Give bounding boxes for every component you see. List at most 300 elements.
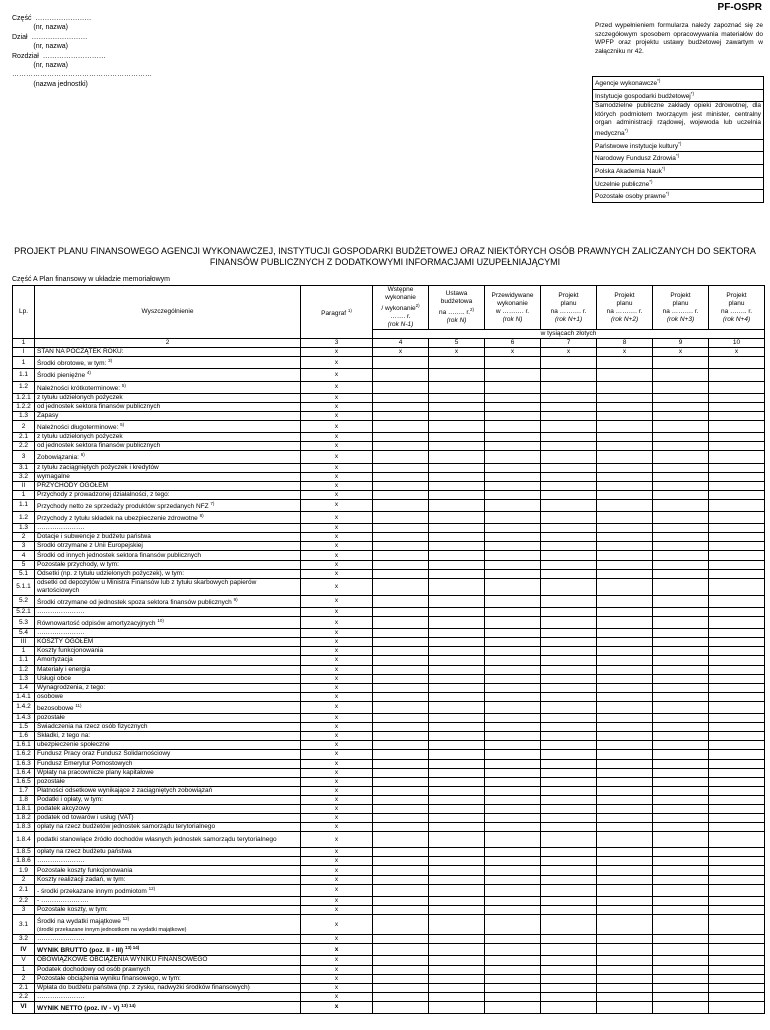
value-cell[interactable] — [373, 884, 429, 896]
value-cell[interactable] — [653, 832, 709, 848]
value-cell[interactable] — [653, 875, 709, 884]
value-cell[interactable] — [373, 750, 429, 759]
value-cell[interactable] — [709, 451, 765, 463]
value-cell[interactable] — [709, 832, 765, 848]
value-cell[interactable] — [429, 866, 485, 875]
value-cell[interactable] — [541, 795, 597, 804]
value-cell[interactable] — [541, 551, 597, 560]
value-cell[interactable] — [485, 915, 541, 935]
value-cell[interactable] — [597, 983, 653, 992]
value-cell[interactable] — [373, 433, 429, 442]
value-cell[interactable] — [429, 905, 485, 914]
value-cell[interactable] — [541, 992, 597, 1001]
value-cell[interactable] — [373, 451, 429, 463]
value-cell[interactable] — [541, 674, 597, 683]
value-cell[interactable] — [709, 956, 765, 965]
value-cell[interactable] — [541, 402, 597, 411]
value-cell[interactable] — [597, 595, 653, 607]
value-cell[interactable] — [653, 814, 709, 823]
value-cell[interactable] — [373, 665, 429, 674]
value-cell[interactable] — [429, 533, 485, 542]
value-cell[interactable] — [373, 935, 429, 944]
value-cell[interactable] — [485, 875, 541, 884]
value-cell[interactable] — [485, 884, 541, 896]
value-cell[interactable] — [485, 463, 541, 472]
value-cell[interactable] — [485, 629, 541, 638]
value-cell[interactable] — [429, 974, 485, 983]
value-cell[interactable] — [709, 551, 765, 560]
value-cell[interactable] — [709, 665, 765, 674]
value-cell[interactable] — [653, 578, 709, 595]
value-cell[interactable] — [373, 542, 429, 551]
value-cell[interactable] — [429, 607, 485, 616]
value-cell[interactable] — [541, 533, 597, 542]
value-cell[interactable] — [541, 759, 597, 768]
value-cell[interactable] — [653, 1001, 709, 1013]
value-cell[interactable] — [541, 463, 597, 472]
value-cell[interactable] — [373, 741, 429, 750]
value-cell[interactable] — [709, 683, 765, 692]
value-cell[interactable] — [709, 723, 765, 732]
value-cell[interactable] — [597, 499, 653, 511]
value-cell[interactable] — [709, 857, 765, 866]
value-cell[interactable] — [653, 560, 709, 569]
value-cell[interactable] — [653, 411, 709, 420]
value-cell[interactable] — [597, 714, 653, 723]
value-cell[interactable] — [429, 569, 485, 578]
value-cell[interactable] — [653, 701, 709, 713]
value-cell[interactable] — [709, 750, 765, 759]
value-cell[interactable] — [373, 956, 429, 965]
value-cell[interactable] — [709, 433, 765, 442]
value-cell[interactable] — [709, 777, 765, 786]
value-cell[interactable] — [485, 768, 541, 777]
value-cell[interactable] — [485, 393, 541, 402]
value-cell[interactable] — [541, 683, 597, 692]
value-cell[interactable] — [597, 974, 653, 983]
value-cell[interactable] — [653, 692, 709, 701]
value-cell[interactable] — [541, 1001, 597, 1013]
value-cell[interactable] — [653, 629, 709, 638]
value-cell[interactable] — [373, 560, 429, 569]
value-cell[interactable] — [429, 411, 485, 420]
value-cell[interactable] — [429, 381, 485, 393]
value-cell[interactable] — [653, 433, 709, 442]
value-cell[interactable] — [597, 524, 653, 533]
value-cell[interactable] — [429, 935, 485, 944]
value-cell[interactable] — [709, 402, 765, 411]
value-cell[interactable] — [429, 481, 485, 490]
value-cell[interactable] — [429, 814, 485, 823]
value-cell[interactable] — [709, 786, 765, 795]
value-cell[interactable] — [653, 421, 709, 433]
value-cell[interactable] — [429, 638, 485, 647]
value-cell[interactable] — [485, 692, 541, 701]
value-cell[interactable] — [597, 542, 653, 551]
value-cell[interactable] — [373, 786, 429, 795]
value-cell[interactable] — [597, 607, 653, 616]
value-cell[interactable] — [485, 472, 541, 481]
value-cell[interactable] — [709, 357, 765, 369]
value-cell[interactable] — [373, 472, 429, 481]
value-cell[interactable] — [485, 974, 541, 983]
value-cell[interactable] — [709, 490, 765, 499]
value-cell[interactable] — [373, 463, 429, 472]
value-cell[interactable] — [597, 848, 653, 857]
value-cell[interactable] — [373, 992, 429, 1001]
value-cell[interactable] — [709, 472, 765, 481]
value-cell[interactable] — [541, 848, 597, 857]
value-cell[interactable] — [373, 442, 429, 451]
value-cell[interactable] — [373, 805, 429, 814]
value-cell[interactable] — [653, 665, 709, 674]
value-cell[interactable] — [429, 524, 485, 533]
value-cell[interactable] — [429, 759, 485, 768]
value-cell[interactable] — [653, 777, 709, 786]
value-cell[interactable] — [597, 647, 653, 656]
value-cell[interactable] — [485, 805, 541, 814]
value-cell[interactable] — [597, 956, 653, 965]
value-cell[interactable] — [709, 965, 765, 974]
value-cell[interactable] — [709, 569, 765, 578]
value-cell[interactable] — [429, 805, 485, 814]
value-cell[interactable] — [597, 786, 653, 795]
value-cell[interactable] — [373, 629, 429, 638]
value-cell[interactable] — [429, 777, 485, 786]
value-cell[interactable] — [429, 714, 485, 723]
value-cell[interactable] — [541, 884, 597, 896]
value-cell[interactable] — [429, 595, 485, 607]
value-cell[interactable] — [373, 381, 429, 393]
value-cell[interactable] — [653, 595, 709, 607]
value-cell[interactable] — [653, 983, 709, 992]
value-cell[interactable] — [653, 656, 709, 665]
value-cell[interactable] — [541, 560, 597, 569]
value-cell[interactable] — [709, 542, 765, 551]
value-cell[interactable] — [373, 656, 429, 665]
value-cell[interactable] — [485, 578, 541, 595]
value-cell[interactable] — [541, 965, 597, 974]
value-cell[interactable] — [653, 647, 709, 656]
value-cell[interactable] — [429, 656, 485, 665]
value-cell[interactable]: x — [485, 348, 541, 357]
value-cell[interactable] — [429, 647, 485, 656]
value-cell[interactable] — [373, 524, 429, 533]
value-cell[interactable] — [429, 848, 485, 857]
value-cell[interactable] — [485, 750, 541, 759]
value-cell[interactable] — [429, 421, 485, 433]
value-cell[interactable] — [373, 617, 429, 629]
value-cell[interactable] — [597, 884, 653, 896]
value-cell[interactable] — [485, 656, 541, 665]
value-cell[interactable] — [541, 750, 597, 759]
value-cell[interactable] — [541, 569, 597, 578]
value-cell[interactable] — [541, 499, 597, 511]
value-cell[interactable] — [485, 701, 541, 713]
value-cell[interactable]: x — [541, 348, 597, 357]
value-cell[interactable] — [541, 512, 597, 524]
value-cell[interactable] — [709, 533, 765, 542]
value-cell[interactable] — [709, 692, 765, 701]
value-cell[interactable] — [709, 823, 765, 832]
value-cell[interactable] — [373, 974, 429, 983]
value-cell[interactable] — [541, 665, 597, 674]
value-cell[interactable] — [597, 832, 653, 848]
value-cell[interactable] — [653, 357, 709, 369]
value-cell[interactable] — [485, 381, 541, 393]
value-cell[interactable] — [429, 723, 485, 732]
value-cell[interactable] — [373, 795, 429, 804]
value-cell[interactable] — [709, 674, 765, 683]
value-cell[interactable] — [541, 357, 597, 369]
value-cell[interactable] — [597, 411, 653, 420]
value-cell[interactable] — [709, 421, 765, 433]
value-cell[interactable] — [429, 956, 485, 965]
value-cell[interactable] — [373, 569, 429, 578]
value-cell[interactable] — [541, 481, 597, 490]
value-cell[interactable] — [597, 935, 653, 944]
value-cell[interactable] — [597, 656, 653, 665]
value-cell[interactable] — [429, 750, 485, 759]
value-cell[interactable] — [541, 617, 597, 629]
value-cell[interactable] — [485, 896, 541, 905]
value-cell[interactable] — [429, 463, 485, 472]
value-cell[interactable] — [485, 935, 541, 944]
value-cell[interactable] — [429, 393, 485, 402]
value-cell[interactable] — [485, 732, 541, 741]
value-cell[interactable] — [709, 701, 765, 713]
value-cell[interactable] — [429, 560, 485, 569]
value-cell[interactable] — [541, 866, 597, 875]
value-cell[interactable] — [653, 905, 709, 914]
value-cell[interactable] — [597, 481, 653, 490]
value-cell[interactable] — [597, 463, 653, 472]
value-cell[interactable] — [541, 442, 597, 451]
value-cell[interactable] — [541, 524, 597, 533]
value-cell[interactable] — [429, 857, 485, 866]
value-cell[interactable] — [485, 777, 541, 786]
value-cell[interactable] — [597, 617, 653, 629]
value-cell[interactable] — [653, 759, 709, 768]
value-cell[interactable] — [709, 560, 765, 569]
value-cell[interactable]: x — [373, 348, 429, 357]
value-cell[interactable] — [653, 992, 709, 1001]
value-cell[interactable] — [485, 499, 541, 511]
value-cell[interactable] — [541, 915, 597, 935]
value-cell[interactable] — [429, 1001, 485, 1013]
value-cell[interactable] — [653, 569, 709, 578]
value-cell[interactable] — [485, 956, 541, 965]
value-cell[interactable] — [709, 915, 765, 935]
value-cell[interactable] — [709, 944, 765, 956]
value-cell[interactable] — [541, 647, 597, 656]
value-cell[interactable] — [653, 683, 709, 692]
value-cell[interactable] — [541, 896, 597, 905]
value-cell[interactable] — [653, 533, 709, 542]
value-cell[interactable] — [541, 542, 597, 551]
value-cell[interactable] — [597, 723, 653, 732]
value-cell[interactable] — [541, 421, 597, 433]
value-cell[interactable] — [485, 992, 541, 1001]
value-cell[interactable] — [429, 683, 485, 692]
value-cell[interactable] — [653, 723, 709, 732]
value-cell[interactable] — [653, 674, 709, 683]
value-cell[interactable] — [709, 905, 765, 914]
value-cell[interactable] — [429, 357, 485, 369]
value-cell[interactable] — [373, 402, 429, 411]
value-cell[interactable] — [541, 490, 597, 499]
value-cell[interactable] — [709, 617, 765, 629]
value-cell[interactable] — [597, 442, 653, 451]
value-cell[interactable]: x — [709, 348, 765, 357]
value-cell[interactable] — [541, 935, 597, 944]
value-cell[interactable] — [653, 805, 709, 814]
value-cell[interactable] — [709, 983, 765, 992]
value-cell[interactable] — [373, 499, 429, 511]
value-cell[interactable] — [429, 786, 485, 795]
value-cell[interactable] — [541, 451, 597, 463]
value-cell[interactable] — [373, 607, 429, 616]
value-cell[interactable] — [429, 451, 485, 463]
value-cell[interactable] — [597, 701, 653, 713]
value-cell[interactable] — [541, 944, 597, 956]
value-cell[interactable] — [653, 884, 709, 896]
value-cell[interactable] — [429, 915, 485, 935]
value-cell[interactable] — [653, 499, 709, 511]
value-cell[interactable] — [709, 935, 765, 944]
value-cell[interactable] — [709, 992, 765, 1001]
value-cell[interactable] — [541, 857, 597, 866]
value-cell[interactable] — [485, 683, 541, 692]
value-cell[interactable] — [541, 814, 597, 823]
value-cell[interactable] — [429, 490, 485, 499]
value-cell[interactable] — [429, 944, 485, 956]
value-cell[interactable] — [429, 629, 485, 638]
value-cell[interactable] — [429, 896, 485, 905]
value-cell[interactable] — [709, 578, 765, 595]
value-cell[interactable] — [485, 786, 541, 795]
value-cell[interactable] — [485, 490, 541, 499]
value-cell[interactable] — [429, 741, 485, 750]
value-cell[interactable] — [653, 481, 709, 490]
value-cell[interactable] — [485, 617, 541, 629]
value-cell[interactable] — [597, 905, 653, 914]
value-cell[interactable] — [709, 629, 765, 638]
value-cell[interactable] — [373, 759, 429, 768]
value-cell[interactable] — [653, 607, 709, 616]
value-cell[interactable] — [653, 442, 709, 451]
value-cell[interactable] — [597, 490, 653, 499]
value-cell[interactable] — [597, 421, 653, 433]
value-cell[interactable] — [429, 768, 485, 777]
value-cell[interactable] — [373, 674, 429, 683]
value-cell[interactable] — [373, 714, 429, 723]
value-cell[interactable] — [541, 823, 597, 832]
value-cell[interactable] — [429, 499, 485, 511]
value-cell[interactable] — [485, 983, 541, 992]
value-cell[interactable] — [485, 665, 541, 674]
value-cell[interactable] — [485, 524, 541, 533]
value-cell[interactable] — [485, 357, 541, 369]
value-cell[interactable] — [429, 701, 485, 713]
value-cell[interactable] — [541, 732, 597, 741]
value-cell[interactable] — [597, 512, 653, 524]
value-cell[interactable] — [485, 595, 541, 607]
value-cell[interactable] — [541, 595, 597, 607]
value-cell[interactable] — [597, 629, 653, 638]
value-cell[interactable] — [373, 896, 429, 905]
value-cell[interactable] — [541, 701, 597, 713]
value-cell[interactable] — [597, 965, 653, 974]
value-cell[interactable] — [485, 512, 541, 524]
value-cell[interactable] — [373, 551, 429, 560]
value-cell[interactable] — [373, 965, 429, 974]
value-cell[interactable] — [373, 832, 429, 848]
value-cell[interactable] — [541, 692, 597, 701]
value-cell[interactable] — [429, 884, 485, 896]
value-cell[interactable] — [485, 905, 541, 914]
value-cell[interactable] — [429, 402, 485, 411]
value-cell[interactable] — [597, 777, 653, 786]
value-cell[interactable] — [653, 490, 709, 499]
value-cell[interactable] — [597, 732, 653, 741]
value-cell[interactable] — [597, 692, 653, 701]
value-cell[interactable] — [485, 723, 541, 732]
value-cell[interactable] — [709, 607, 765, 616]
value-cell[interactable] — [485, 866, 541, 875]
value-cell[interactable] — [709, 884, 765, 896]
value-cell[interactable] — [373, 1001, 429, 1013]
value-cell[interactable] — [597, 560, 653, 569]
value-cell[interactable] — [373, 683, 429, 692]
value-cell[interactable] — [429, 472, 485, 481]
value-cell[interactable] — [597, 741, 653, 750]
value-cell[interactable] — [485, 421, 541, 433]
value-cell[interactable] — [653, 551, 709, 560]
value-cell[interactable] — [373, 411, 429, 420]
value-cell[interactable] — [597, 795, 653, 804]
value-cell[interactable] — [373, 777, 429, 786]
value-cell[interactable] — [373, 490, 429, 499]
value-cell[interactable] — [485, 411, 541, 420]
value-cell[interactable] — [541, 832, 597, 848]
value-cell[interactable] — [485, 823, 541, 832]
value-cell[interactable] — [597, 805, 653, 814]
value-cell[interactable] — [541, 411, 597, 420]
value-cell[interactable] — [653, 866, 709, 875]
value-cell[interactable] — [429, 433, 485, 442]
value-cell[interactable] — [653, 542, 709, 551]
value-cell[interactable] — [485, 714, 541, 723]
value-cell[interactable] — [485, 647, 541, 656]
value-cell[interactable] — [541, 741, 597, 750]
value-cell[interactable] — [709, 442, 765, 451]
value-cell[interactable] — [485, 857, 541, 866]
value-cell[interactable] — [373, 533, 429, 542]
value-cell[interactable] — [373, 369, 429, 381]
value-cell[interactable] — [541, 777, 597, 786]
value-cell[interactable] — [709, 795, 765, 804]
value-cell[interactable] — [541, 983, 597, 992]
value-cell[interactable] — [485, 369, 541, 381]
value-cell[interactable] — [429, 665, 485, 674]
value-cell[interactable] — [485, 442, 541, 451]
value-cell[interactable] — [597, 357, 653, 369]
value-cell[interactable] — [597, 569, 653, 578]
value-cell[interactable] — [653, 915, 709, 935]
value-cell[interactable] — [541, 607, 597, 616]
value-cell[interactable] — [429, 875, 485, 884]
